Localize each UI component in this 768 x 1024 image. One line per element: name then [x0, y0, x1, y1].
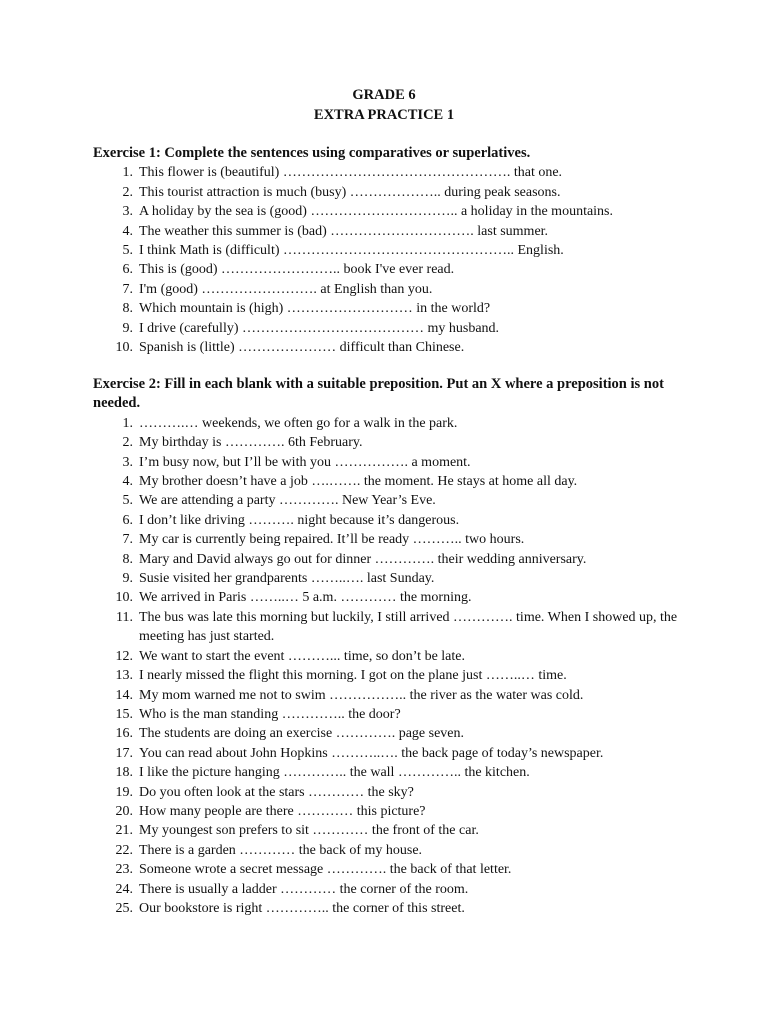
list-item: [93, 802, 693, 821]
list-item: [93, 647, 693, 666]
item-number: 7.: [122, 281, 133, 297]
item-text: Who is the man standing ………….. the door?: [139, 706, 401, 722]
list-item: [93, 588, 693, 607]
list-item: [93, 724, 693, 743]
item-text: Mary and David always go out for dinner …………. their wedding anniversary.: [139, 551, 587, 567]
item-text: I’m busy now, but I’ll be with you ……………. a moment.: [139, 454, 471, 470]
list-item: [93, 472, 693, 491]
item-text: There is a garden ………… the back of my house.: [139, 842, 423, 858]
list-item: [93, 491, 693, 510]
list-item: [93, 280, 693, 299]
item-text: This is (good) …………………….. book I've ever read.: [139, 262, 455, 278]
list-item: [93, 163, 693, 182]
list-item: [93, 783, 693, 802]
list-item: [93, 608, 693, 647]
item-number: 9.: [122, 571, 133, 587]
item-text: I don’t like driving ………. night because it’s dangerous.: [139, 512, 460, 528]
item-text: My brother doesn’t have a job ….……. the moment. He stays at home all day.: [139, 474, 578, 490]
list-item: [93, 319, 693, 338]
list-item: [93, 260, 693, 279]
item-number: 1.: [122, 165, 133, 181]
item-number: 9.: [122, 320, 133, 336]
item-text: My birthday is …………. 6th February.: [139, 435, 363, 451]
item-number: 2.: [122, 435, 133, 451]
item-number: 14.: [115, 687, 133, 703]
item-number: 4.: [122, 223, 133, 239]
item-number: 20.: [115, 803, 133, 819]
item-text: We are attending a party …………. New Year’s Eve.: [139, 493, 436, 509]
list-item: [93, 899, 693, 918]
item-number: 16.: [115, 726, 133, 742]
list-item: [93, 860, 693, 879]
item-number: 10.: [115, 340, 133, 356]
item-text: Susie visited her grandparents ……..…. last Sunday.: [139, 571, 435, 587]
title-grade: GRADE 6: [352, 87, 416, 103]
item-number: 5.: [122, 243, 133, 259]
item-text: I'm (good) ……………………. at English than you.: [139, 281, 433, 297]
item-text: Spanish is (little) ………………… difficult than Chinese.: [139, 340, 465, 356]
item-text: My youngest son prefers to sit ………… the front of the car.: [139, 823, 479, 839]
item-text: The bus was late this morning but luckily, I still arrived …………. time. When I showed up, the meeting has just started.: [139, 609, 678, 645]
item-text: A holiday by the sea is (good) ………………………….. a holiday in the mountains.: [139, 204, 614, 220]
item-number: 12.: [115, 648, 133, 664]
item-text: My mom warned me not to swim …………….. the river as the water was cold.: [139, 687, 584, 703]
item-number: 7.: [122, 532, 133, 548]
item-text: My car is currently being repaired. It’ll be ready ……….. two hours.: [139, 532, 525, 548]
list-item: [93, 511, 693, 530]
item-text: Which mountain is (high) ……………………… in the world?: [139, 301, 491, 317]
exercise-1-list: [93, 163, 693, 357]
list-item: [93, 880, 693, 899]
item-number: 21.: [115, 823, 133, 839]
item-number: 11.: [116, 609, 133, 625]
item-number: 13.: [115, 668, 133, 684]
item-number: 17.: [115, 745, 133, 761]
item-number: 8.: [122, 301, 133, 317]
list-item: [93, 763, 693, 782]
list-item: [93, 202, 693, 221]
item-number: 10.: [115, 590, 133, 606]
item-text: I like the picture hanging ………….. the wall ………….. the kitchen.: [139, 765, 530, 781]
item-number: 8.: [122, 551, 133, 567]
item-text: The students are doing an exercise …………. page seven.: [139, 726, 465, 742]
item-number: 6.: [122, 262, 133, 278]
exercise-1-section: [93, 144, 693, 357]
item-text: The weather this summer is (bad) …………………………. last summer.: [139, 223, 549, 239]
exercise-2-section: [93, 375, 693, 918]
item-text: Do you often look at the stars ………… the sky?: [139, 784, 414, 800]
list-item: [93, 222, 693, 241]
item-number: 24.: [115, 881, 133, 897]
list-item: [93, 705, 693, 724]
list-item: [93, 569, 693, 588]
list-item: [93, 183, 693, 202]
list-item: [93, 414, 693, 433]
item-text: I nearly missed the flight this morning. I got on the plane just ……..… time.: [139, 668, 567, 684]
item-number: 6.: [122, 512, 133, 528]
item-number: 22.: [115, 842, 133, 858]
item-text: Our bookstore is right ………….. the corner of this street.: [139, 900, 465, 916]
list-item: [93, 241, 693, 260]
title-practice: EXTRA PRACTICE 1: [313, 106, 455, 123]
item-number: 4.: [122, 474, 133, 490]
list-item: [93, 453, 693, 472]
list-item: [93, 821, 693, 840]
list-item: [93, 744, 693, 763]
item-number: 3.: [122, 204, 133, 220]
item-number: 25.: [115, 900, 133, 916]
exercise-2-list: [93, 414, 693, 919]
item-text: This flower is (beautiful) …………………………………………. that one.: [139, 165, 563, 181]
item-text: I think Math is (difficult) ………………………………………….. English.: [139, 243, 564, 259]
item-number: 19.: [115, 784, 133, 800]
item-text: We arrived in Paris ……..… 5 a.m. ………… the morning.: [139, 590, 472, 606]
list-item: [93, 686, 693, 705]
item-text: ……….… weekends, we often go for a walk in the park.: [139, 415, 458, 431]
item-number: 23.: [115, 862, 133, 878]
list-item: [93, 550, 693, 569]
item-number: 1.: [122, 415, 133, 431]
document-title: [0, 86, 768, 125]
list-item: [93, 338, 693, 357]
list-item: [93, 530, 693, 549]
item-number: 18.: [115, 765, 133, 781]
item-text: Someone wrote a secret message …………. the back of that letter.: [139, 862, 512, 878]
exercise-2-heading: Exercise 2: Fill in each blank with a suitable preposition. Put an X where a preposition is not needed.: [93, 376, 664, 412]
item-text: We want to start the event ………... time, so don’t be late.: [139, 648, 465, 664]
item-text: You can read about John Hopkins ………..…. the back page of today’s newspaper.: [139, 745, 604, 761]
list-item: [93, 666, 693, 685]
list-item: [93, 841, 693, 860]
list-item: [93, 433, 693, 452]
exercise-1-heading: Exercise 1: Complete the sentences using comparatives or superlatives.: [93, 145, 531, 161]
item-text: This tourist attraction is much (busy) ……………….. during peak seasons.: [139, 184, 561, 200]
item-text: I drive (carefully) ………………………………… my husband.: [139, 320, 500, 336]
list-item: [93, 299, 693, 318]
item-number: 15.: [115, 706, 133, 722]
item-number: 3.: [122, 454, 133, 470]
item-text: There is usually a ladder ………… the corner of the room.: [139, 881, 469, 897]
item-number: 5.: [122, 493, 133, 509]
item-number: 2.: [122, 184, 133, 200]
item-text: How many people are there ………… this picture?: [139, 803, 426, 819]
